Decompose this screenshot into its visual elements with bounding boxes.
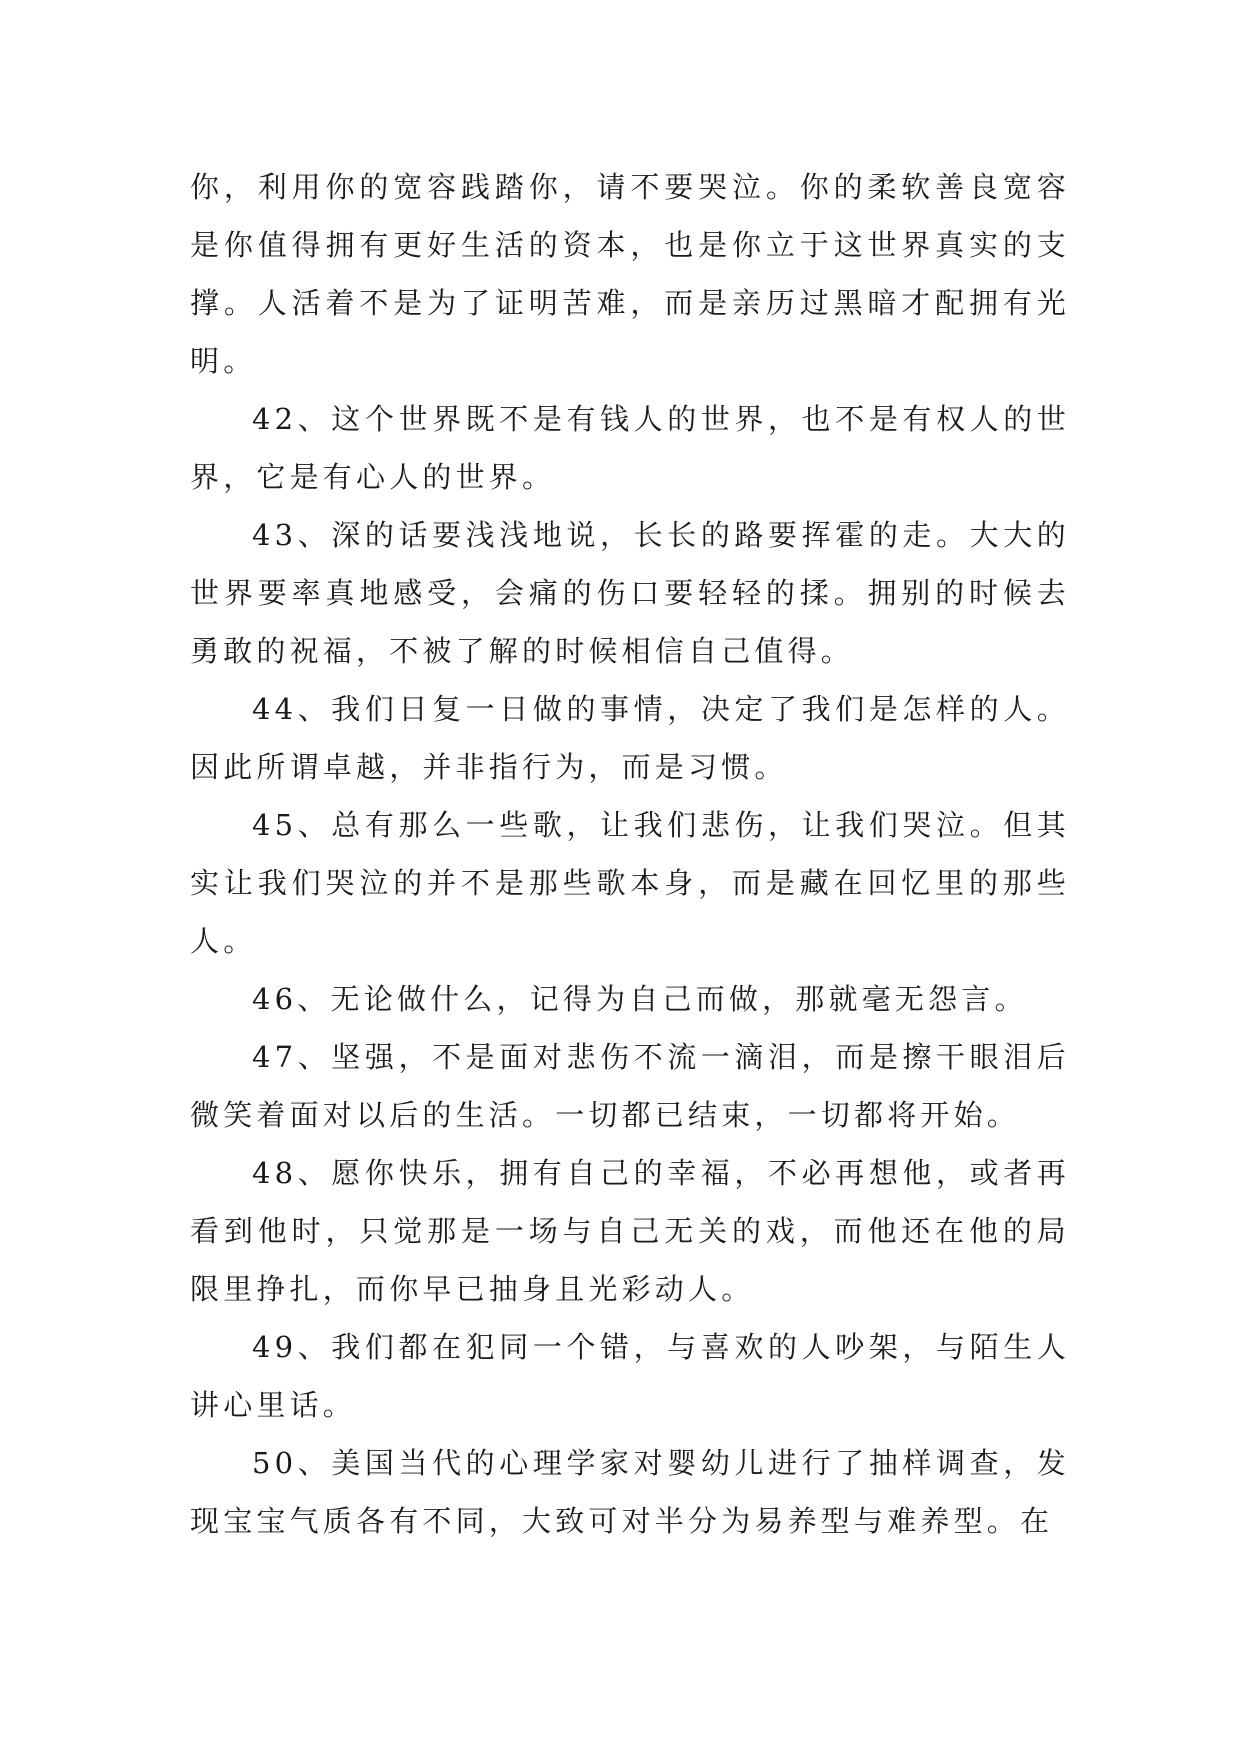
- paragraph-43: 43、深的话要浅浅地说，长长的路要挥霍的走。大大的世界要率真地感受，会痛的伤口要轻轻的揉。拥别的时候去勇敢的祝福，不被了解的时候相信自己值得。: [190, 518, 1070, 668]
- paragraph-45: 45、总有那么一些歌，让我们悲伤，让我们哭泣。但其实让我们哭泣的并不是那些歌本身，而是藏在回忆里的那些人。: [190, 808, 1070, 958]
- paragraph-44: 44、我们日复一日做的事情，决定了我们是怎样的人。因此所谓卓越，并非指行为，而是习惯。: [190, 692, 1070, 784]
- paragraph-47: 47、坚强，不是面对悲伤不流一滴泪，而是擦干眼泪后微笑着面对以后的生活。一切都已结束，一切都将开始。: [190, 1040, 1070, 1132]
- paragraph-42: 42、这个世界既不是有钱人的世界，也不是有权人的世界，它是有心人的世界。: [190, 402, 1070, 494]
- paragraph-continuation: 你，利用你的宽容践踏你，请不要哭泣。你的柔软善良宽容是你值得拥有更好生活的资本，也是你立于这世界真实的支撑。人活着不是为了证明苦难，而是亲历过黑暗才配拥有光明。: [190, 170, 1070, 378]
- paragraph-49: 49、我们都在犯同一个错，与喜欢的人吵架，与陌生人讲心里话。: [190, 1330, 1070, 1422]
- paragraph-48: 48、愿你快乐，拥有自己的幸福，不必再想他，或者再看到他时，只觉那是一场与自己无关的戏，而他还在他的局限里挣扎，而你早已抽身且光彩动人。: [190, 1156, 1070, 1306]
- paragraph-50: 50、美国当代的心理学家对婴幼儿进行了抽样调查，发现宝宝气质各有不同，大致可对半分为易养型与难养型。在: [190, 1446, 1070, 1538]
- paragraph-46: 46、无论做什么，记得为自己而做，那就毫无怨言。: [252, 982, 1028, 1016]
- document-body: [190, 158, 1070, 1550]
